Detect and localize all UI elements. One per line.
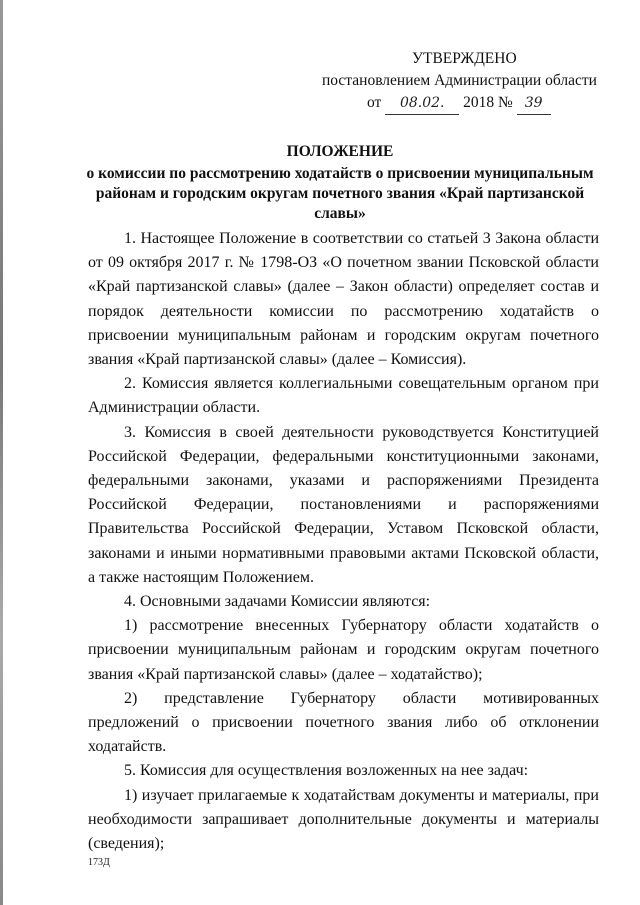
- paragraph-4-2: 2) представление Губернатору области мотивированных предложений о присвоении почетного звания либо об отклонении ходатайств.: [88, 689, 599, 756]
- footer-code: 173Д: [88, 857, 110, 868]
- paragraph-3: 3. Комиссия в своей деятельности руководствуется Конституцией Российской Федерации, федеральными конституционными законами, федеральными законами, указами и распоряжениями Президента Российской Федерации, постановлениями и распоряжениями Правительства Российской Федерации, Уставом Псковской области, законами и иными нормативными правовыми актами Псковской области, а также настоящим Положением.: [88, 423, 599, 586]
- year-number-label: 2018 №: [463, 94, 513, 111]
- paragraph-5-1: 1) изучает прилагаемые к ходатайствам документы и материалы, при необходимости запрашивает дополнительные документы и материалы (сведения);: [88, 786, 599, 853]
- title-subtitle: о комиссии по рассмотрению ходатайств о присвоении муниципальным районам и городским округам почетного звания «Край партизанской славы»: [86, 165, 594, 222]
- handwritten-date: 08.02.: [385, 92, 459, 115]
- paragraph-4: 4. Основными задачами Комиссии являются:: [124, 593, 431, 611]
- paragraph-5: 5. Комиссия для осуществления возложенных на нее задач:: [124, 762, 529, 780]
- paragraph-1: 1. Настоящее Положение в соответствии со статьей 3 Закона области от 09 октября 2017 г. № 1798-ОЗ «О почетном звании Псковской области «Край партизанской славы» (далее – Закон области) определяет состав и порядок деятельности комиссии по рассмотрению ходатайств о присвоении муниципальным районам и городским округам почетного звания «Край партизанской славы» (далее – Комиссия).: [88, 230, 599, 369]
- document-body: [88, 227, 599, 856]
- approval-stamp: [300, 48, 600, 115]
- paragraph-2: 2. Комиссия является коллегиальными совещательным органом при Администрации области.: [88, 375, 599, 417]
- paragraph-4-1: 1) рассмотрение внесенных Губернатору области ходатайств о присвоении муниципальным районам и городским округам почетного звания «Край партизанской славы» (далее – ходатайство);: [88, 617, 599, 683]
- title-heading: ПОЛОЖЕНИЕ: [286, 143, 394, 160]
- date-prefix: от: [367, 94, 382, 111]
- approval-dateline: [300, 92, 600, 115]
- approved-label: УТВЕРЖДЕНО: [412, 50, 517, 67]
- approved-by: постановлением Администрации области: [322, 72, 597, 89]
- document-title: [70, 142, 610, 224]
- handwritten-number: 39: [517, 92, 551, 115]
- page-scan-edge: [0, 0, 3, 905]
